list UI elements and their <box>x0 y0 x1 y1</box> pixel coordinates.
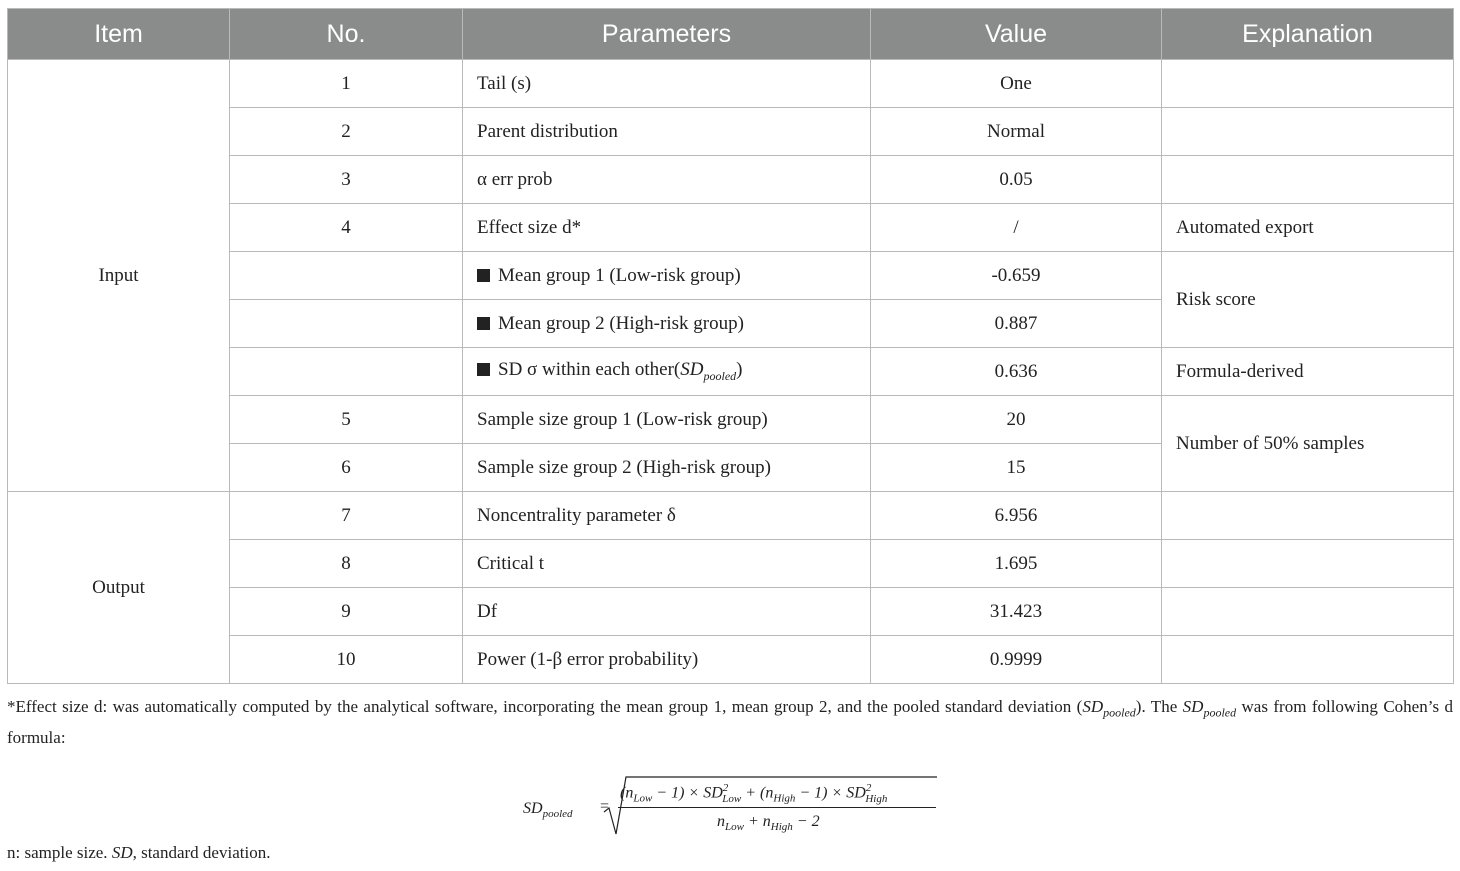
row-param: Sample size group 2 (High-risk group) <box>463 444 871 492</box>
row-param <box>463 252 871 300</box>
group-output: Output <box>8 492 230 684</box>
row-param-text: SD σ within each other( <box>498 359 681 381</box>
formula-lhs: $SD_{pooled}$ <box>523 800 573 821</box>
row-no: 9 <box>230 588 463 636</box>
row-explanation <box>1162 492 1454 540</box>
table-footnote <box>7 694 1453 750</box>
row-value: / <box>871 204 1162 252</box>
fraction-bar <box>618 807 936 808</box>
row-value: 0.636 <box>871 348 1162 396</box>
row-no: 4 <box>230 204 463 252</box>
row-explanation <box>1162 156 1454 204</box>
formula-equals: = <box>600 798 610 815</box>
row-no: 2 <box>230 108 463 156</box>
row-param: Effect size d* <box>463 204 871 252</box>
row-no: 3 <box>230 156 463 204</box>
row-no: 6 <box>230 444 463 492</box>
row-param-text: Mean group 1 (Low-risk group) <box>498 264 741 286</box>
row-explanation: Formula-derived <box>1162 348 1454 396</box>
row-value: 20 <box>871 396 1162 444</box>
row-value: -0.659 <box>871 252 1162 300</box>
bullet-square-icon <box>477 363 490 376</box>
row-value: 6.956 <box>871 492 1162 540</box>
header-row <box>8 9 1454 60</box>
row-param: Sample size group 1 (Low-risk group) <box>463 396 871 444</box>
row-no: 7 <box>230 492 463 540</box>
row-param: Power (1-β error probability) <box>463 636 871 684</box>
row-param <box>463 348 871 396</box>
power-analysis-table <box>7 8 1454 684</box>
footnote-pooled: pooled <box>1203 705 1237 720</box>
row-explanation <box>1162 636 1454 684</box>
row-explanation: Automated export <box>1162 204 1454 252</box>
row-value: 0.05 <box>871 156 1162 204</box>
table-row <box>8 60 1454 108</box>
footnote-sd: SD <box>1182 697 1204 716</box>
row-param: α err prob <box>463 156 871 204</box>
row-param: Noncentrality parameter δ <box>463 492 871 540</box>
row-no: 8 <box>230 540 463 588</box>
formula-denominator: $n_{Low} + n_{High} - 2$ <box>717 813 820 834</box>
group-input: Input <box>8 60 230 492</box>
row-value: 0.9999 <box>871 636 1162 684</box>
row-param: Critical t <box>463 540 871 588</box>
row-value: Normal <box>871 108 1162 156</box>
footnote-pooled: pooled <box>1103 705 1136 720</box>
row-param-end: ) <box>736 359 743 381</box>
row-param: Df <box>463 588 871 636</box>
row-explanation <box>1162 540 1454 588</box>
row-no <box>230 300 463 348</box>
footnote-text: *Effect size d: was automatically computed by the analytical software, incorporating the mean group 1, mean group 2, and the pooled standard deviation ( <box>7 697 1083 716</box>
footnote-text: was from following Cohen’s d formula: <box>7 697 1453 748</box>
row-value: 0.887 <box>871 300 1162 348</box>
row-param: Tail (s) <box>463 60 871 108</box>
row-explanation <box>1162 60 1454 108</box>
header-value: Value <box>871 9 1162 60</box>
abbreviation-note: n: sample size. SD, standard deviation. <box>7 843 271 862</box>
row-no <box>230 252 463 300</box>
row-explanation <box>1162 108 1454 156</box>
footnote-text: ). The <box>1135 697 1183 716</box>
row-param-italic: SD <box>680 359 704 381</box>
header-no: No. <box>230 9 463 60</box>
row-explanation <box>1162 588 1454 636</box>
row-no: 1 <box>230 60 463 108</box>
row-explanation: Number of 50% samples <box>1162 396 1454 492</box>
row-param: Parent distribution <box>463 108 871 156</box>
table-row <box>8 492 1454 540</box>
footnote-sd: SD <box>1082 697 1104 716</box>
header-item: Item <box>8 9 230 60</box>
row-value: 1.695 <box>871 540 1162 588</box>
row-param-text: Mean group 2 (High-risk group) <box>498 312 744 334</box>
row-param-sub: pooled <box>703 368 737 383</box>
bullet-square-icon <box>477 269 490 282</box>
row-no: 5 <box>230 396 463 444</box>
formula-numerator: $(n_{Low} - 1) \times SD^2_{Low} + (n_{High} - 1) \times SD^2_{High}$ <box>620 782 888 805</box>
row-no: 10 <box>230 636 463 684</box>
row-no <box>230 348 463 396</box>
header-parameters: Parameters <box>463 9 871 60</box>
row-value: 31.423 <box>871 588 1162 636</box>
bullet-square-icon <box>477 317 490 330</box>
row-explanation: Risk score <box>1162 252 1454 348</box>
row-value: One <box>871 60 1162 108</box>
header-explanation: Explanation <box>1162 9 1454 60</box>
row-value: 15 <box>871 444 1162 492</box>
row-param <box>463 300 871 348</box>
